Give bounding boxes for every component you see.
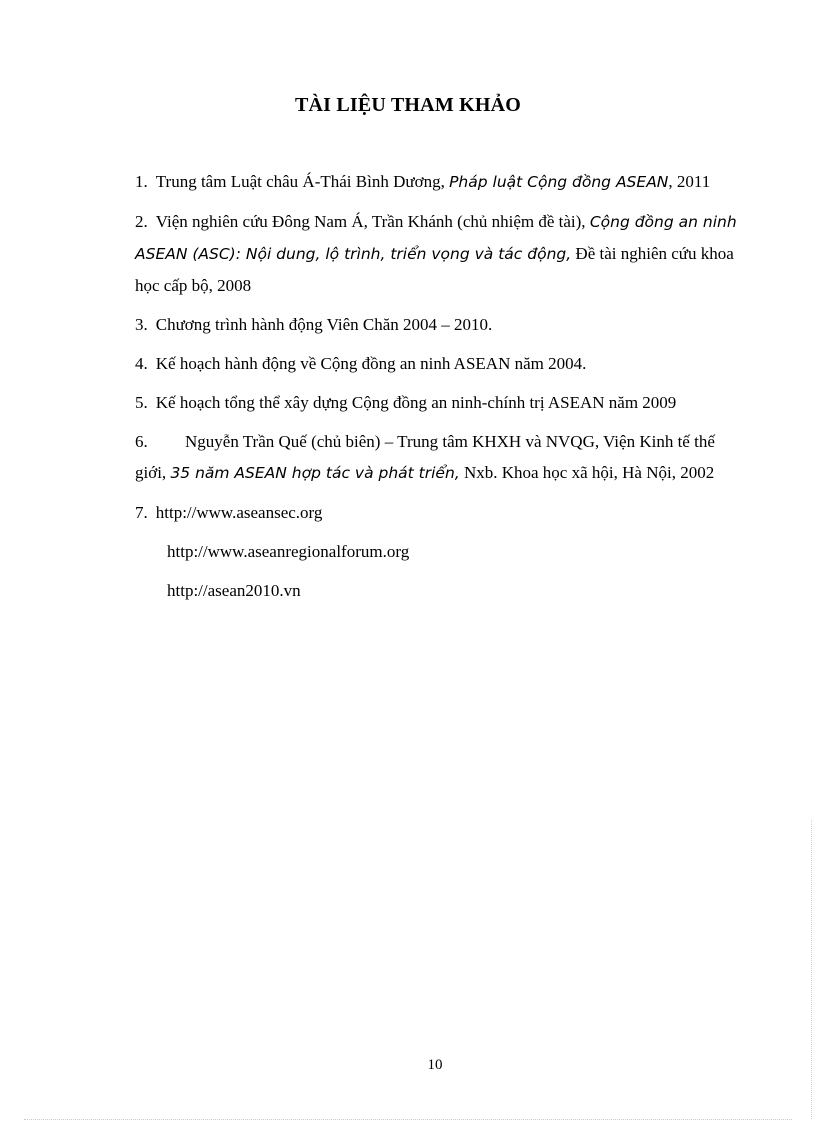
reference-text: Kế hoạch hành động về Cộng đồng an ninh ASEAN năm 2004. bbox=[155, 354, 587, 373]
reference-text: Trung tâm Luật châu Á-Thái Bình Dương, bbox=[155, 172, 450, 191]
reference-item bbox=[135, 387, 745, 418]
reference-url-link[interactable]: http://www.aseansec.org bbox=[155, 503, 323, 522]
reference-list bbox=[135, 166, 745, 614]
reference-number: 6. bbox=[135, 432, 148, 451]
reference-text: Kế hoạch tổng thể xây dựng Cộng đồng an ninh-chính trị ASEAN năm 2009 bbox=[155, 393, 677, 412]
reference-text: Chương trình hành động Viên Chăn 2004 – 2010. bbox=[155, 315, 493, 334]
reference-item bbox=[135, 497, 745, 528]
reference-title: Cộng đồng an ninh ASEAN (ASC): Nội dung, lộ trình, triển vọng và tác động, bbox=[135, 213, 737, 263]
page-border-right bbox=[811, 820, 812, 1119]
reference-item bbox=[135, 206, 745, 301]
reference-text: Đề tài nghiên cứu khoa học cấp bộ, 2008 bbox=[135, 244, 734, 295]
page-title: TÀI LIỆU THAM KHẢO bbox=[294, 94, 522, 116]
reference-text: Nguyễn Trần Quế (chủ biên) – Trung tâm KHXH và NVQG, Viện Kinh tế thế giới, bbox=[135, 432, 715, 482]
page-border-bottom bbox=[24, 1119, 792, 1120]
reference-number: 3. bbox=[135, 315, 148, 334]
reference-item bbox=[135, 166, 745, 198]
reference-text: Nxb. Khoa học xã hội, Hà Nội, 2002 bbox=[459, 463, 715, 482]
reference-number: 1. bbox=[135, 172, 148, 191]
page-number: 10 bbox=[427, 1057, 443, 1073]
reference-item bbox=[135, 309, 745, 340]
reference-number: 7. bbox=[135, 503, 148, 522]
reference-url-line bbox=[167, 536, 745, 567]
reference-text: , 2011 bbox=[668, 172, 711, 191]
reference-text: Viện nghiên cứu Đông Nam Á, Trần Khánh (chủ nhiệm đề tài), bbox=[155, 212, 590, 231]
reference-url-line bbox=[167, 575, 745, 606]
reference-number: 5. bbox=[135, 393, 148, 412]
reference-item bbox=[135, 426, 745, 489]
reference-item bbox=[135, 348, 745, 379]
reference-number: 2. bbox=[135, 212, 148, 231]
reference-url-link[interactable]: http://asean2010.vn bbox=[167, 581, 301, 600]
reference-title: Pháp luật Cộng đồng ASEAN bbox=[449, 173, 669, 191]
reference-number: 4. bbox=[135, 354, 148, 373]
reference-url-link[interactable]: http://www.aseanregionalforum.org bbox=[167, 542, 410, 561]
reference-title: 35 năm ASEAN hợp tác và phát triển, bbox=[170, 464, 460, 482]
